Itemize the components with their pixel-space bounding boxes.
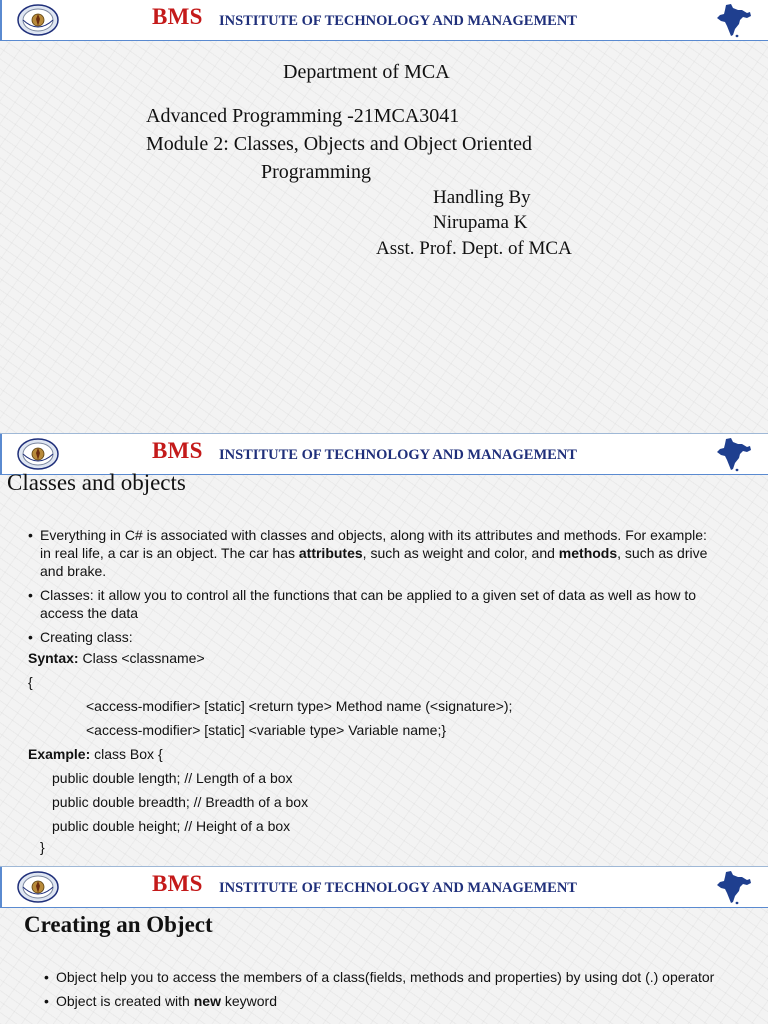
syntax-label: Syntax: [28, 650, 79, 666]
code-line: <access-modifier> [static] <return type> Method name (<signature>); [86, 698, 513, 714]
bullet-text: Classes: it allow you to control all the functions that can be applied to a given set of data as well as how to access the data [40, 587, 697, 621]
bullet-dot: • [28, 527, 33, 543]
bullet-text: , such as weight and color, and [362, 545, 559, 561]
handling-by-label: Handling By [433, 187, 531, 208]
syntax-text: Class <classname> [78, 650, 205, 666]
college-logo-icon [16, 3, 60, 37]
college-logo-icon [16, 437, 60, 471]
instructor-name: Nirupama K [433, 212, 528, 233]
code-line: public double breadth; // Breadth of a box [52, 794, 309, 810]
code-line: public double length; // Length of a box [52, 770, 293, 786]
bullet-dot: • [28, 629, 33, 645]
module-title-line2: Programming [261, 161, 371, 183]
example-text: class Box { [90, 746, 163, 762]
code-line: public double height; // Height of a box [52, 818, 291, 834]
bullet-text: keyword [220, 993, 277, 1009]
bullet-text: , such as drive and brake. [40, 545, 708, 579]
slide-body [44, 968, 744, 1016]
department-heading: Department of MCA [283, 61, 450, 83]
india-map-icon [712, 869, 754, 905]
code-open-brace: { [28, 674, 33, 690]
bms-wordmark: BMS [152, 871, 203, 896]
college-logo-icon [16, 870, 60, 904]
india-map-icon [712, 436, 754, 472]
syntax-line [28, 646, 718, 670]
bold-term-methods: methods [558, 545, 618, 561]
slide-title-classes-objects: Classes and objects [7, 470, 186, 495]
bullet-item [28, 628, 718, 646]
bullet-text: Everything in C# is associated with classes and objects, along with its attributes and methods. For example: in real life, a car is an object. The car has [40, 527, 707, 561]
institute-name: INSTITUTE OF TECHNOLOGY AND MANAGEMENT [219, 13, 577, 29]
bullet-text: Creating class: [40, 629, 133, 645]
bms-wordmark: BMS [152, 438, 203, 463]
slide-creating-object [0, 867, 768, 1024]
slide-header [0, 434, 768, 475]
bullet-item [28, 526, 718, 580]
institute-name: INSTITUTE OF TECHNOLOGY AND MANAGEMENT [219, 880, 577, 896]
code-line: <access-modifier> [static] <variable type> Variable name;} [86, 722, 447, 738]
instructor-designation: Asst. Prof. Dept. of MCA [376, 238, 572, 259]
bullet-dot: • [44, 993, 49, 1009]
slide-header [0, 0, 768, 41]
bullet-item [28, 586, 718, 622]
bullet-item [44, 992, 744, 1010]
bullet-text: Object help you to access the members of a class(fields, methods and properties) by using dot (.) operator [56, 969, 715, 985]
bullet-dot: • [44, 969, 49, 985]
slide-classes-and-objects [0, 434, 768, 866]
slide-body [28, 526, 718, 856]
slide-header [0, 867, 768, 908]
india-map-icon [712, 2, 754, 38]
bms-wordmark: BMS [152, 4, 203, 29]
slide-title-creating-object: Creating an Object [24, 912, 213, 937]
institute-name: INSTITUTE OF TECHNOLOGY AND MANAGEMENT [219, 447, 577, 463]
example-label: Example: [28, 746, 91, 762]
bullet-text: Object is created with [56, 993, 194, 1009]
bullet-item [44, 968, 744, 986]
code-close-brace: } [40, 839, 45, 855]
bold-term-attributes: attributes [298, 545, 363, 561]
module-title-line1: Module 2: Classes, Objects and Object Oriented [146, 133, 533, 155]
slide-title [0, 0, 768, 433]
bullet-dot: • [28, 587, 33, 603]
example-line [28, 742, 718, 766]
bold-term-new: new [193, 993, 221, 1009]
course-title: Advanced Programming -21MCA3041 [146, 105, 460, 127]
